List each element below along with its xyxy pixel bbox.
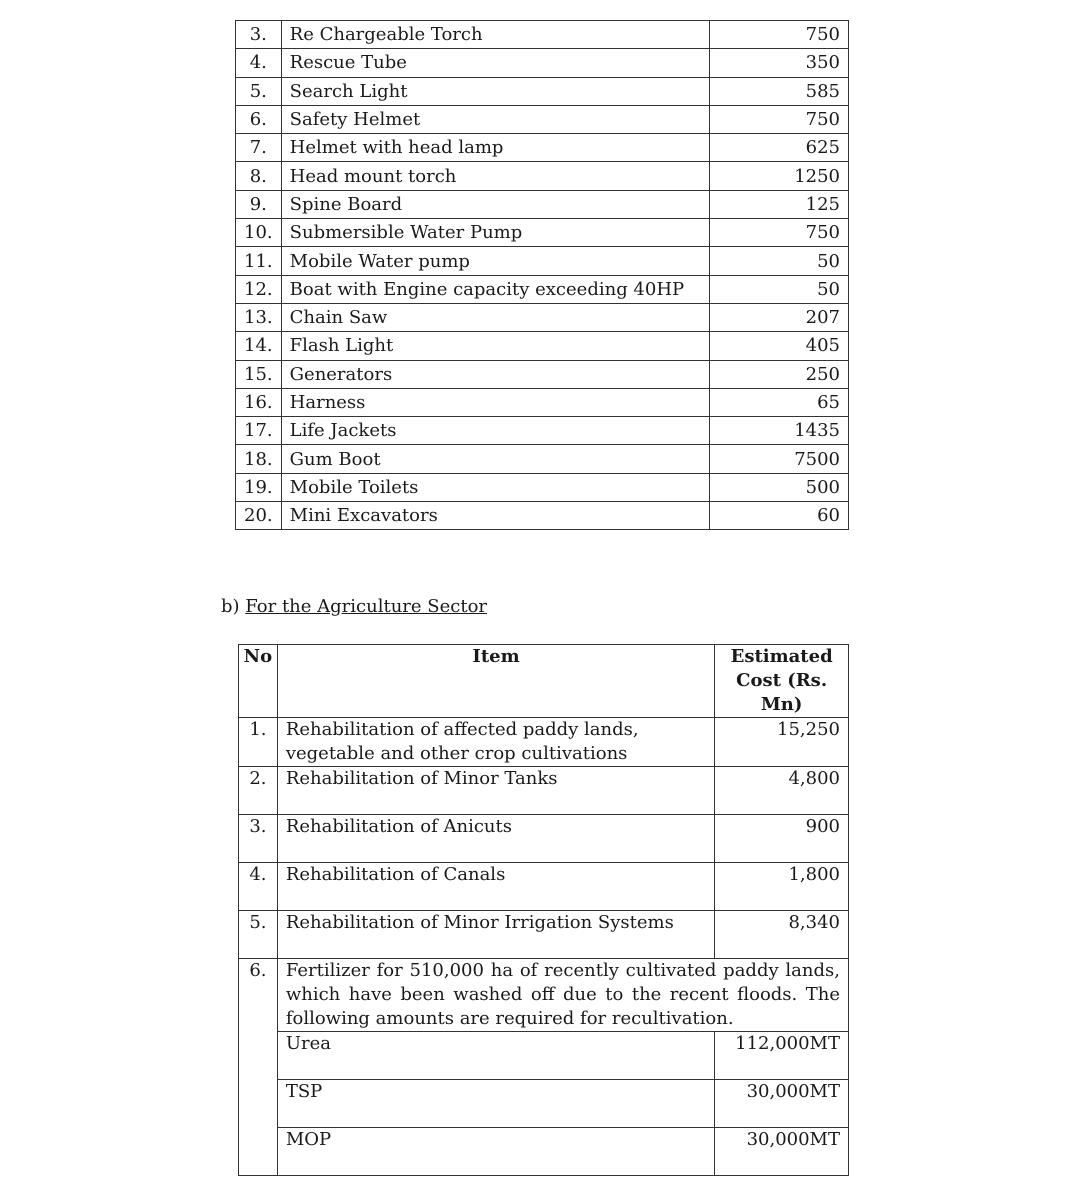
fertilizer-amount: 112,000MT bbox=[715, 1032, 849, 1080]
item-name: Safety Helmet bbox=[281, 105, 709, 133]
row-number: 6. bbox=[236, 105, 282, 133]
agriculture-table bbox=[238, 644, 849, 1176]
row-number: 7. bbox=[236, 134, 282, 162]
item-name: Rehabilitation of Anicuts bbox=[277, 815, 714, 863]
item-name: Mobile Toilets bbox=[281, 473, 709, 501]
table-row bbox=[239, 767, 849, 815]
row-number: 15. bbox=[236, 360, 282, 388]
table-row bbox=[236, 77, 849, 105]
row-number: 13. bbox=[236, 303, 282, 331]
column-header-no: No bbox=[239, 645, 278, 718]
item-name: Rehabilitation of Minor Irrigation Systems bbox=[277, 911, 714, 959]
item-name: Head mount torch bbox=[281, 162, 709, 190]
item-name: Harness bbox=[281, 388, 709, 416]
row-number: 18. bbox=[236, 445, 282, 473]
table-row bbox=[236, 219, 849, 247]
row-number: 3. bbox=[239, 815, 278, 863]
equipment-table bbox=[235, 20, 849, 530]
row-number: 8. bbox=[236, 162, 282, 190]
item-quantity: 1435 bbox=[709, 417, 848, 445]
item-name: Mini Excavators bbox=[281, 502, 709, 530]
item-name: Re Chargeable Torch bbox=[281, 21, 709, 49]
fertilizer-description: Fertilizer for 510,000 ha of recently cultivated paddy lands, which have been washed off due to the recent floods. The following amounts are required for recultivation. bbox=[277, 959, 848, 1032]
item-name: Chain Saw bbox=[281, 303, 709, 331]
item-quantity: 500 bbox=[709, 473, 848, 501]
item-quantity: 60 bbox=[709, 502, 848, 530]
estimated-cost: 900 bbox=[715, 815, 849, 863]
table-row bbox=[236, 190, 849, 218]
fertilizer-item-row bbox=[239, 1032, 849, 1080]
table-row bbox=[239, 815, 849, 863]
row-number: 20. bbox=[236, 502, 282, 530]
item-quantity: 750 bbox=[709, 105, 848, 133]
fertilizer-name: Urea bbox=[277, 1032, 714, 1080]
item-quantity: 585 bbox=[709, 77, 848, 105]
row-number: 3. bbox=[236, 21, 282, 49]
table-row bbox=[236, 275, 849, 303]
table-row bbox=[239, 863, 849, 911]
table-row bbox=[236, 162, 849, 190]
row-number: 2. bbox=[239, 767, 278, 815]
item-name: Mobile Water pump bbox=[281, 247, 709, 275]
estimated-cost: 8,340 bbox=[715, 911, 849, 959]
item-name: Rehabilitation of Canals bbox=[277, 863, 714, 911]
table-row bbox=[239, 718, 849, 767]
item-name: Spine Board bbox=[281, 190, 709, 218]
item-name: Rehabilitation of affected paddy lands, vegetable and other crop cultivations bbox=[277, 718, 714, 767]
table-row bbox=[239, 911, 849, 959]
table-row bbox=[236, 21, 849, 49]
row-number: 4. bbox=[239, 863, 278, 911]
item-quantity: 50 bbox=[709, 275, 848, 303]
item-quantity: 625 bbox=[709, 134, 848, 162]
table-header-row bbox=[239, 645, 849, 718]
item-quantity: 65 bbox=[709, 388, 848, 416]
item-quantity: 1250 bbox=[709, 162, 848, 190]
section-title: For the Agriculture Sector bbox=[245, 596, 488, 617]
fertilizer-name: TSP bbox=[277, 1080, 714, 1128]
table-row bbox=[236, 388, 849, 416]
row-number: 5. bbox=[239, 911, 278, 959]
agriculture-section-heading bbox=[221, 596, 487, 617]
item-quantity: 750 bbox=[709, 21, 848, 49]
table-row bbox=[236, 247, 849, 275]
item-name: Flash Light bbox=[281, 332, 709, 360]
fertilizer-amount: 30,000MT bbox=[715, 1128, 849, 1176]
item-quantity: 750 bbox=[709, 219, 848, 247]
item-name: Helmet with head lamp bbox=[281, 134, 709, 162]
table-row bbox=[236, 360, 849, 388]
item-quantity: 50 bbox=[709, 247, 848, 275]
item-quantity: 125 bbox=[709, 190, 848, 218]
item-quantity: 350 bbox=[709, 49, 848, 77]
row-number: 1. bbox=[239, 718, 278, 767]
table-row bbox=[236, 445, 849, 473]
item-name: Life Jackets bbox=[281, 417, 709, 445]
row-number: 4. bbox=[236, 49, 282, 77]
section-prefix: b) bbox=[221, 596, 246, 617]
estimated-cost: 1,800 bbox=[715, 863, 849, 911]
row-number: 9. bbox=[236, 190, 282, 218]
estimated-cost: 15,250 bbox=[715, 718, 849, 767]
table-row bbox=[236, 473, 849, 501]
table-row bbox=[236, 105, 849, 133]
table-row bbox=[236, 332, 849, 360]
item-name: Search Light bbox=[281, 77, 709, 105]
table-row bbox=[236, 303, 849, 331]
column-header-item: Item bbox=[277, 645, 714, 718]
table-row bbox=[236, 49, 849, 77]
item-name: Rehabilitation of Minor Tanks bbox=[277, 767, 714, 815]
fertilizer-row bbox=[239, 959, 849, 1032]
fertilizer-amount: 30,000MT bbox=[715, 1080, 849, 1128]
item-name: Boat with Engine capacity exceeding 40HP bbox=[281, 275, 709, 303]
fertilizer-name: MOP bbox=[277, 1128, 714, 1176]
table-row bbox=[236, 417, 849, 445]
table-row bbox=[236, 134, 849, 162]
row-number: 11. bbox=[236, 247, 282, 275]
item-name: Gum Boot bbox=[281, 445, 709, 473]
row-number: 14. bbox=[236, 332, 282, 360]
item-name: Submersible Water Pump bbox=[281, 219, 709, 247]
item-quantity: 207 bbox=[709, 303, 848, 331]
row-number: 17. bbox=[236, 417, 282, 445]
table-row bbox=[236, 502, 849, 530]
row-number: 16. bbox=[236, 388, 282, 416]
fertilizer-item-row bbox=[239, 1080, 849, 1128]
item-quantity: 405 bbox=[709, 332, 848, 360]
estimated-cost: 4,800 bbox=[715, 767, 849, 815]
fertilizer-item-row bbox=[239, 1128, 849, 1176]
item-quantity: 250 bbox=[709, 360, 848, 388]
item-name: Rescue Tube bbox=[281, 49, 709, 77]
row-number: 6. bbox=[239, 959, 278, 1176]
row-number: 19. bbox=[236, 473, 282, 501]
column-header-cost: Estimated Cost (Rs. Mn) bbox=[715, 645, 849, 718]
item-name: Generators bbox=[281, 360, 709, 388]
row-number: 5. bbox=[236, 77, 282, 105]
item-quantity: 7500 bbox=[709, 445, 848, 473]
row-number: 10. bbox=[236, 219, 282, 247]
row-number: 12. bbox=[236, 275, 282, 303]
